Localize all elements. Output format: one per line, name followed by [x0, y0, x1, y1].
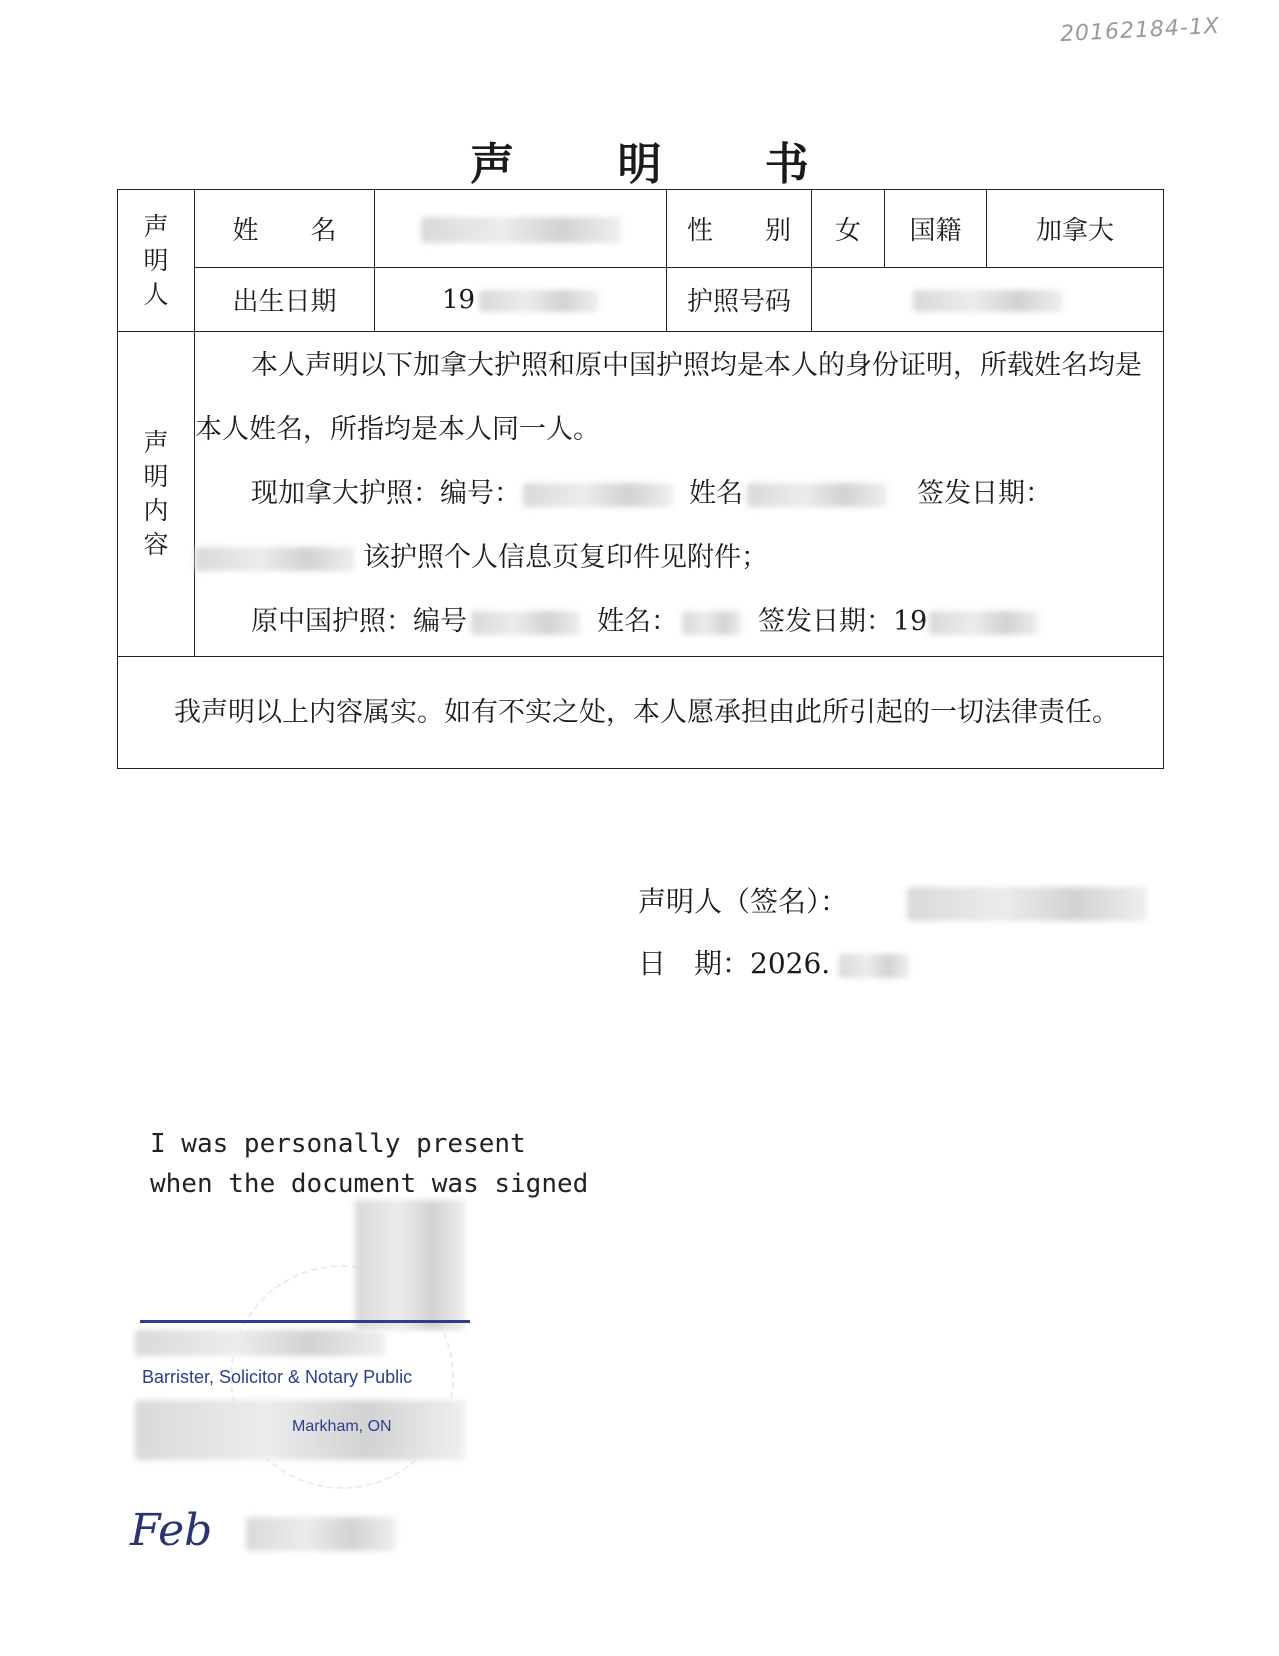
china-passport-line: 原中国护照：编号 姓名： 签发日期：19: [195, 590, 1163, 654]
birth-date-label: 出生日期: [195, 268, 375, 332]
birth-date-value: 19: [375, 268, 667, 332]
content-section-label: 声 明 内 容: [118, 332, 195, 657]
name-value-redacted: [375, 190, 667, 268]
attestation-line-1: I was personally present: [150, 1129, 526, 1159]
notary-attestation: [150, 1124, 588, 1204]
truth-statement: 我声明以上内容属实。如有不实之处，本人愿承担由此所引起的一切法律责任。: [118, 657, 1164, 769]
notary-location: Markham, ON: [292, 1418, 392, 1435]
declaration-table: [117, 189, 1164, 769]
handwritten-date: Feb: [130, 1505, 396, 1556]
declarant-section-label: 声 明 人: [118, 190, 195, 332]
passport-number-label: 护照号码: [667, 268, 812, 332]
date-line: [638, 942, 909, 982]
notary-signature-redacted: [355, 1200, 465, 1330]
canada-passport-line: 现加拿大护照：编号： 姓名 签发日期：: [251, 478, 1052, 509]
signature-redacted: [907, 887, 1147, 921]
content-paragraph: 本人声明以下加拿大护照和原中国护照均是本人的身份证明，所载姓名均是本人姓名，所指均是本人同一人。: [195, 350, 1142, 445]
canada-passport-tail: 该护照个人信息页复印件见附件；: [195, 526, 1163, 590]
signer-label: 声明人（签名）：: [638, 885, 849, 918]
nationality-value: 加拿大: [987, 190, 1164, 268]
attestation-line-2: when the document was signed: [150, 1169, 589, 1199]
handwritten-reference-code: 20162184-1X: [1059, 13, 1221, 48]
date-label: 日 期：2026.: [638, 947, 831, 980]
date-redacted: [839, 954, 909, 978]
nationality-label: 国籍: [885, 190, 987, 268]
gender-label: 性 别: [667, 190, 812, 268]
passport-number-redacted: [812, 268, 1164, 332]
notary-title: Barrister, Solicitor & Notary Public: [142, 1367, 413, 1387]
notary-signature-line: [140, 1320, 470, 1323]
name-label: 姓 名: [195, 190, 375, 268]
declaration-content: [195, 332, 1164, 657]
document-title: 声 明 书: [470, 139, 853, 190]
notary-name-redacted: [135, 1330, 385, 1356]
gender-value: 女: [812, 190, 885, 268]
signer-line: [638, 880, 1147, 921]
